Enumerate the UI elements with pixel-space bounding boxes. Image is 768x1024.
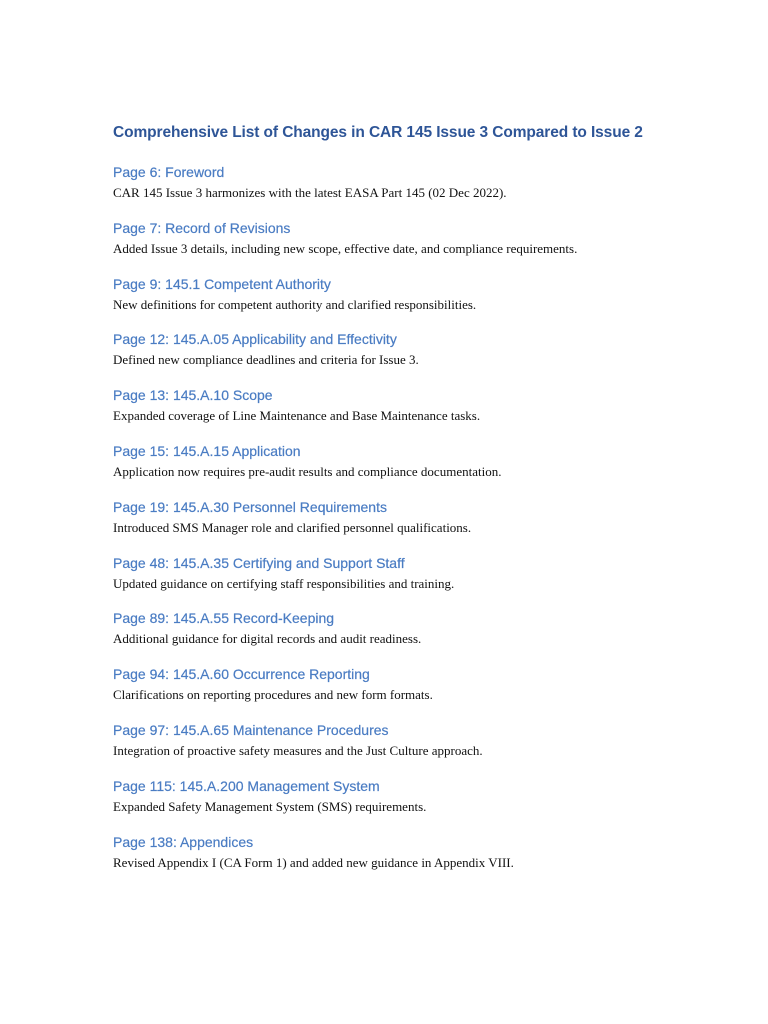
section-body: New definitions for competent authority and clarified responsibilities.: [113, 296, 477, 312]
section-management-system: [113, 776, 733, 832]
section-heading: Page 6: Foreword: [113, 164, 225, 180]
section-foreword: [113, 162, 733, 218]
section-heading: Page 19: 145.A.30 Personnel Requirements: [113, 498, 387, 515]
section-personnel-requirements: [113, 497, 733, 553]
section-heading: Page 13: 145.A.10 Scope: [113, 387, 273, 404]
section-body: Added Issue 3 details, including new scope, effective date, and compliance requirements.: [113, 240, 578, 256]
changes-list: [113, 162, 733, 887]
section-record-keeping: [113, 608, 733, 664]
section-heading: Page 9: 145.1 Competent Authority: [113, 275, 331, 292]
section-heading: Page 15: 145.A.15 Application: [113, 442, 301, 459]
section-body: Defined new compliance deadlines and criteria for Issue 3.: [113, 352, 419, 368]
section-body: Revised Appendix I (CA Form 1) and added new guidance in Appendix VIII.: [113, 854, 514, 870]
section-heading: Page 48: 145.A.35 Certifying and Support Staff: [113, 554, 405, 571]
section-heading: Page 138: Appendices: [113, 833, 254, 850]
section-application: [113, 441, 733, 497]
section-body: Additional guidance for digital records and audit readiness.: [113, 631, 422, 647]
section-heading: Page 89: 145.A.55 Record-Keeping: [113, 610, 335, 627]
section-heading: Page 115: 145.A.200 Management System: [113, 777, 380, 794]
section-scope: [113, 385, 733, 441]
section-occurrence-reporting: [113, 664, 733, 720]
section-competent-authority: [113, 274, 733, 330]
document-title: Comprehensive List of Changes in CAR 145 Issue 3 Compared to Issue 2: [113, 124, 643, 141]
section-body: Expanded coverage of Line Maintenance and Base Maintenance tasks.: [113, 408, 481, 424]
section-body: Introduced SMS Manager role and clarified personnel qualifications.: [113, 519, 472, 535]
section-heading: Page 94: 145.A.60 Occurrence Reporting: [113, 666, 370, 683]
section-body: Integration of proactive safety measures and the Just Culture approach.: [113, 742, 483, 758]
section-body: Clarifications on reporting procedures and new form formats.: [113, 687, 433, 703]
section-heading: Page 12: 145.A.05 Applicability and Effectivity: [113, 331, 397, 348]
section-appendices: [113, 832, 733, 888]
section-record-of-revisions: [113, 218, 733, 274]
section-heading: Page 7: Record of Revisions: [113, 219, 291, 236]
section-body: Application now requires pre-audit results and compliance documentation.: [113, 463, 502, 479]
section-maintenance-procedures: [113, 720, 733, 776]
section-body: Updated guidance on certifying staff responsibilities and training.: [113, 575, 455, 591]
section-body: CAR 145 Issue 3 harmonizes with the latest EASA Part 145 (02 Dec 2022).: [113, 185, 507, 200]
section-body: Expanded Safety Management System (SMS) requirements.: [113, 798, 427, 814]
section-applicability: [113, 329, 733, 385]
section-heading: Page 97: 145.A.65 Maintenance Procedures: [113, 721, 389, 738]
section-certifying-staff: [113, 553, 733, 609]
